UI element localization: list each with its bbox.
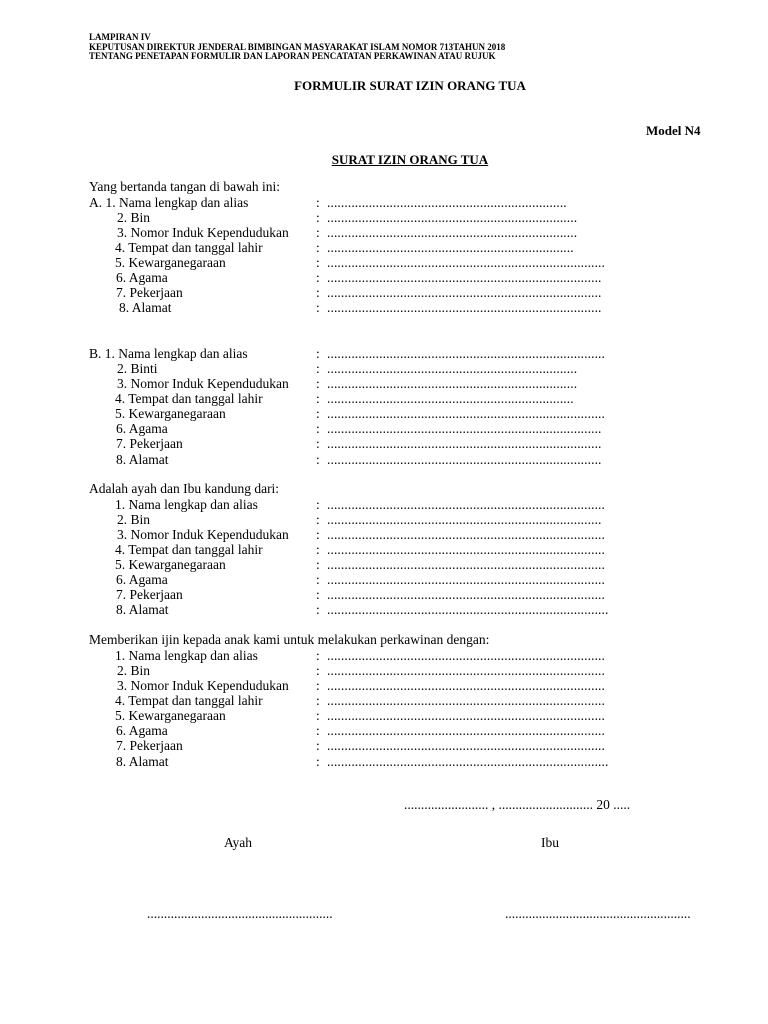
intro-text: Yang bertanda tangan di bawah ini: — [89, 179, 280, 194]
decree-title: KEPUTUSAN DIREKTUR JENDERAL BIMBINGAN MASYARAKAT ISLAM NOMOR 713TAHUN 2018 — [89, 42, 506, 52]
fill-in-line[interactable]: ................................................................................ — [327, 542, 605, 557]
field-colon: : — [316, 497, 320, 512]
field-colon: : — [316, 738, 320, 753]
fill-in-line[interactable]: ................................................................................ — [327, 497, 605, 512]
fill-in-line[interactable]: ................................................................................ — [327, 406, 605, 421]
fill-in-line[interactable]: ................................................................................. — [327, 602, 609, 617]
letter-title: SURAT IZIN ORANG TUA — [331, 152, 489, 167]
field-colon: : — [316, 527, 320, 542]
field-colon: : — [316, 452, 320, 467]
field-label: 8. Alamat — [116, 602, 169, 617]
field-label: 7. Pekerjaan — [116, 587, 183, 602]
fill-in-line[interactable]: ................................................................................ — [327, 738, 605, 753]
field-colon: : — [316, 210, 320, 225]
field-colon: : — [316, 300, 320, 315]
appendix-label: LAMPIRAN IV — [89, 32, 151, 42]
permission-intro-text: Memberikan ijin kepada anak kami untuk melakukan perkawinan dengan: — [89, 632, 490, 647]
field-label: 5. Kewarganegaraan — [115, 708, 226, 723]
fill-in-line[interactable]: ................................................................................ — [327, 663, 605, 678]
field-label: 3. Nomor Induk Kependudukan — [117, 376, 289, 391]
fill-in-line[interactable]: ................................................................................ — [327, 527, 605, 542]
fill-in-line[interactable]: ............................................................................... — [327, 436, 602, 451]
field-label: 2. Bin — [117, 663, 151, 678]
field-colon: : — [316, 693, 320, 708]
model-label: Model N4 — [646, 123, 701, 138]
field-label: A. 1. Nama lengkap dan alias — [89, 195, 249, 210]
field-label: 5. Kewarganegaraan — [115, 255, 226, 270]
date-place-line[interactable]: ......................... , ............................ 20 ..... — [404, 797, 631, 812]
fill-in-line[interactable]: ....................................................................... — [327, 391, 574, 406]
field-label: 4. Tempat dan tanggal lahir — [115, 693, 263, 708]
field-label: 3. Nomor Induk Kependudukan — [117, 678, 289, 693]
fill-in-line[interactable]: ..................................................................... — [327, 195, 567, 210]
field-colon: : — [316, 225, 320, 240]
fill-in-line[interactable]: ................................................................................ — [327, 678, 605, 693]
field-label: B. 1. Nama lengkap dan alias — [89, 346, 248, 361]
field-label: 4. Tempat dan tanggal lahir — [115, 391, 263, 406]
field-label: 7. Pekerjaan — [116, 738, 183, 753]
parents-intro-text: Adalah ayah dan Ibu kandung dari: — [89, 481, 280, 496]
field-colon: : — [316, 512, 320, 527]
fill-in-line[interactable]: ................................................................................ — [327, 723, 605, 738]
field-colon: : — [316, 195, 320, 210]
field-label: 8. Alamat — [119, 300, 172, 315]
field-label: 3. Nomor Induk Kependudukan — [117, 527, 289, 542]
fill-in-line[interactable]: ................................................................................. — [327, 754, 609, 769]
mother-signature-line[interactable]: ....................................................... — [505, 906, 691, 921]
field-colon: : — [316, 255, 320, 270]
field-label: 6. Agama — [116, 572, 168, 587]
decree-subject: TENTANG PENETAPAN FORMULIR DAN LAPORAN PENCATATAN PERKAWINAN ATAU RUJUK — [89, 51, 496, 61]
fill-in-line[interactable]: ........................................................................ — [327, 361, 578, 376]
field-colon: : — [316, 723, 320, 738]
field-label: 2. Binti — [117, 361, 158, 376]
field-label: 4. Tempat dan tanggal lahir — [115, 240, 263, 255]
fill-in-line[interactable]: ................................................................................ — [327, 557, 605, 572]
field-label: 3. Nomor Induk Kependudukan — [117, 225, 289, 240]
field-colon: : — [316, 663, 320, 678]
field-label: 6. Agama — [116, 421, 168, 436]
field-label: 8. Alamat — [116, 754, 169, 769]
field-label: 7. Pekerjaan — [116, 436, 183, 451]
field-colon: : — [316, 436, 320, 451]
field-colon: : — [316, 391, 320, 406]
fill-in-line[interactable]: ........................................................................ — [327, 225, 578, 240]
fill-in-line[interactable]: ................................................................................ — [327, 346, 605, 361]
field-colon: : — [316, 240, 320, 255]
field-colon: : — [316, 587, 320, 602]
field-colon: : — [316, 376, 320, 391]
field-label: 4. Tempat dan tanggal lahir — [115, 542, 263, 557]
field-colon: : — [316, 754, 320, 769]
father-signature-line[interactable]: ....................................................... — [147, 906, 333, 921]
fill-in-line[interactable]: ............................................................................... — [327, 452, 602, 467]
fill-in-line[interactable]: ........................................................................ — [327, 210, 578, 225]
form-title: FORMULIR SURAT IZIN ORANG TUA — [294, 78, 526, 93]
father-label: Ayah — [224, 835, 253, 850]
fill-in-line[interactable]: ........................................................................ — [327, 376, 578, 391]
fill-in-line[interactable]: ....................................................................... — [327, 240, 574, 255]
field-colon: : — [316, 361, 320, 376]
field-colon: : — [316, 648, 320, 663]
field-colon: : — [316, 602, 320, 617]
field-label: 2. Bin — [117, 512, 151, 527]
field-colon: : — [316, 572, 320, 587]
field-colon: : — [316, 270, 320, 285]
field-label: 6. Agama — [116, 723, 168, 738]
fill-in-line[interactable]: ................................................................................ — [327, 587, 605, 602]
field-label: 1. Nama lengkap dan alias — [115, 497, 258, 512]
field-colon: : — [316, 678, 320, 693]
field-colon: : — [316, 708, 320, 723]
field-colon: : — [316, 542, 320, 557]
field-colon: : — [316, 421, 320, 436]
fill-in-line[interactable]: ............................................................................... — [327, 270, 602, 285]
field-label: 1. Nama lengkap dan alias — [115, 648, 258, 663]
fill-in-line[interactable]: ................................................................................ — [327, 693, 605, 708]
fill-in-line[interactable]: ................................................................................ — [327, 648, 605, 663]
field-colon: : — [316, 285, 320, 300]
field-label: 7. Pekerjaan — [116, 285, 183, 300]
fill-in-line[interactable]: ................................................................................ — [327, 708, 605, 723]
field-label: 5. Kewarganegaraan — [115, 406, 226, 421]
field-colon: : — [316, 406, 320, 421]
fill-in-line[interactable]: ............................................................................... — [327, 512, 602, 527]
field-label: 2. Bin — [117, 210, 151, 225]
fill-in-line[interactable]: ............................................................................... — [327, 300, 602, 315]
mother-label: Ibu — [541, 835, 559, 850]
field-label: 6. Agama — [116, 270, 168, 285]
fill-in-line[interactable]: ................................................................................ — [327, 572, 605, 587]
field-label: 8. Alamat — [116, 452, 169, 467]
fill-in-line[interactable]: ............................................................................... — [327, 421, 602, 436]
fill-in-line[interactable]: ................................................................................ — [327, 255, 605, 270]
field-label: 5. Kewarganegaraan — [115, 557, 226, 572]
field-colon: : — [316, 346, 320, 361]
fill-in-line[interactable]: ............................................................................... — [327, 285, 602, 300]
field-colon: : — [316, 557, 320, 572]
